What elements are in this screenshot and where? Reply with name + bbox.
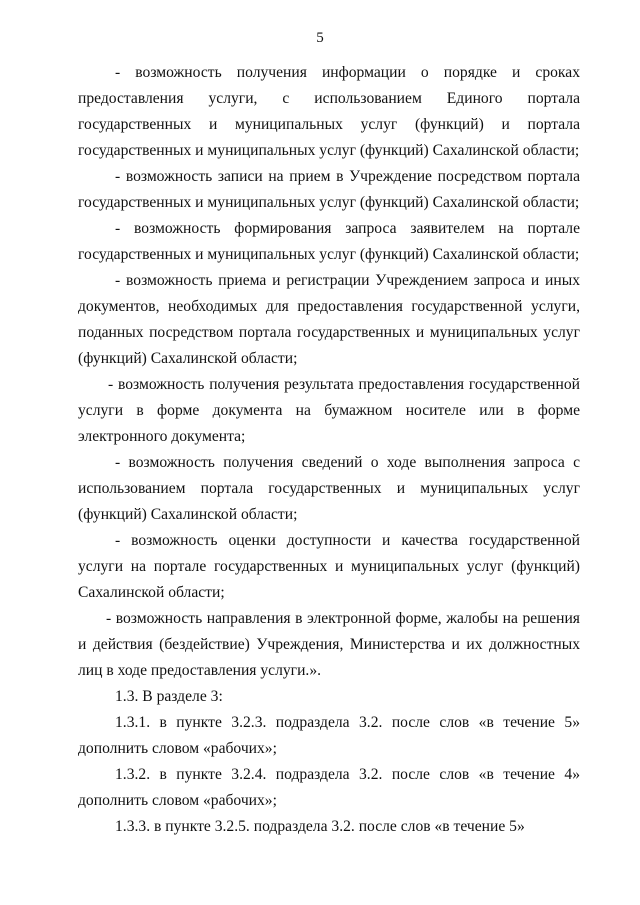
page-number: 5 xyxy=(316,30,324,46)
paragraph-portal-info: - возможность получения информации о порядке и сроках предоставления услуги, с использованием Единого портала государственных и муниципальных услуг (функций) и портала государственных и муниципальных услуг (функций) Сахалинской области; xyxy=(78,64,580,159)
paragraph-1-3-3: 1.3.3. в пункте 3.2.5. подраздела 3.2. после слов «в течение 5» xyxy=(115,818,525,835)
paragraph-result: - возможность получения результата предоставления государственной услуги в форме документа на бумажном носителе или в форме электронного документа; xyxy=(78,376,580,445)
paragraph-request-form: - возможность формирования запроса заявителем на портале государственных и муниципальных услуг (функций) Сахалинской области; xyxy=(78,220,580,263)
paragraph-1-3-2: 1.3.2. в пункте 3.2.4. подраздела 3.2. после слов «в течение 4» дополнить словом «рабочих»; xyxy=(78,766,580,809)
paragraph-quality: - возможность оценки доступности и качества государственной услуги на портале государственных и муниципальных услуг (функций) Сахалинской области; xyxy=(78,532,580,601)
paragraph-complaint: - возможность направления в электронной форме, жалобы на решения и действия (бездействие) Учреждения, Министерства и их должностных лиц в ходе предоставления услуги.». xyxy=(78,610,580,679)
paragraph-1-3-1: 1.3.1. в пункте 3.2.3. подраздела 3.2. после слов «в течение 5» дополнить словом «рабочих»; xyxy=(78,714,580,757)
paragraph-status: - возможность получения сведений о ходе выполнения запроса с использованием портала государственных и муниципальных услуг (функций) Сахалинской области; xyxy=(78,454,580,523)
paragraph-section-3: 1.3. В разделе 3: xyxy=(115,688,223,705)
paragraph-appointment: - возможность записи на прием в Учреждение посредством портала государственных и муниципальных услуг (функций) Сахалинской области; xyxy=(78,168,580,211)
paragraph-request-registration: - возможность приема и регистрации Учреждением запроса и иных документов, необходимых для предоставления государственной услуги, поданных посредством портала государственных и муниципальных услуг (функций) Сахалинской области; xyxy=(78,272,580,367)
document-body xyxy=(78,60,580,840)
